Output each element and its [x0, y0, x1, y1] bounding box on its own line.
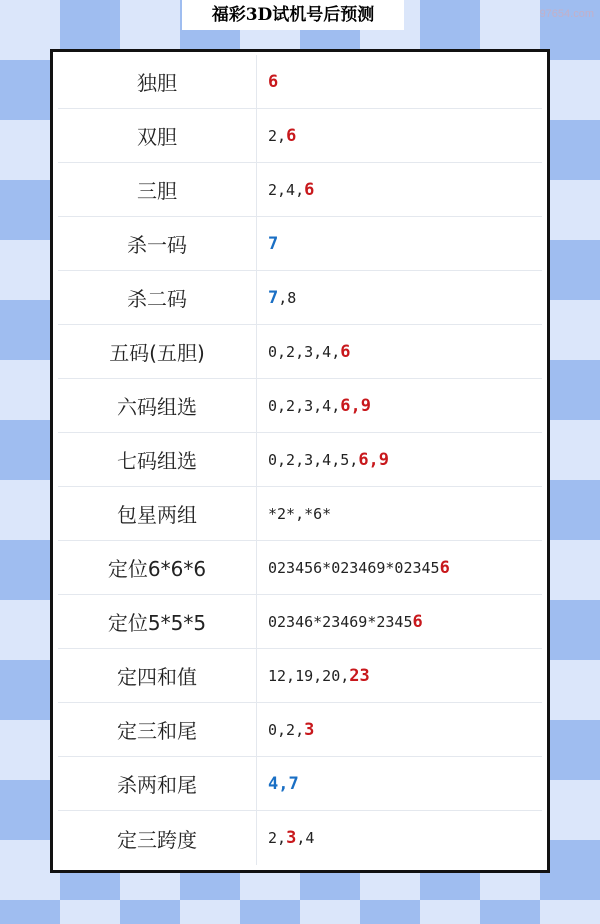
value-text: ,4: [296, 829, 315, 847]
value-text: 02346*23469*2345: [268, 612, 413, 631]
highlighted-number: 4,7: [268, 773, 299, 794]
row-label: 独胆: [58, 55, 257, 108]
value-text: 2,4,: [268, 180, 305, 199]
row-value: [257, 109, 542, 162]
table-row: [58, 271, 542, 325]
table-row: [58, 649, 542, 703]
row-label: 杀两和尾: [58, 757, 257, 810]
table-row: [58, 541, 542, 595]
row-value: [257, 595, 542, 648]
row-value: [257, 325, 542, 378]
value-text: 0,2,3,4,5,: [268, 450, 359, 469]
row-label: 定四和值: [58, 649, 257, 702]
highlighted-number: 6: [340, 341, 351, 362]
value-text: 2,: [268, 126, 287, 145]
value-text: *2*,*6*: [268, 504, 332, 523]
highlighted-number: 6: [286, 125, 297, 146]
table-row: [58, 379, 542, 433]
table-row: [58, 433, 542, 487]
row-value: [257, 433, 542, 486]
row-value: [257, 757, 542, 810]
value-text: 0,2,3,4,: [268, 342, 341, 361]
highlighted-number: 6,9: [358, 449, 390, 470]
page-title: 福彩3D试机号后预测: [182, 0, 404, 30]
row-value: [257, 271, 542, 324]
table-row: [58, 163, 542, 217]
row-value: [257, 811, 542, 865]
row-label: 定位6*6*6: [58, 541, 257, 594]
value-text: 0,2,3,4,: [268, 396, 341, 415]
row-value: [257, 487, 542, 540]
value-text: 12,19,20,: [268, 666, 350, 685]
value-text: ,8: [278, 288, 297, 307]
row-label: 三胆: [58, 163, 257, 216]
table-row: [58, 325, 542, 379]
row-label: 杀二码: [58, 271, 257, 324]
row-value: [257, 163, 542, 216]
row-value: [257, 649, 542, 702]
highlighted-number: 6: [304, 179, 315, 200]
row-label: 包星两组: [58, 487, 257, 540]
row-label: 定位5*5*5: [58, 595, 257, 648]
row-value: [257, 541, 542, 594]
table-row: [58, 811, 542, 865]
highlighted-number: 7: [268, 233, 279, 254]
value-text: 2,: [268, 829, 287, 847]
value-text: 0,2,: [268, 720, 305, 739]
table-row: [58, 55, 542, 109]
highlighted-number: 3: [286, 828, 297, 848]
table-row: [58, 109, 542, 163]
row-label: 杀一码: [58, 217, 257, 270]
highlighted-number: 23: [349, 665, 370, 686]
row-label: 七码组选: [58, 433, 257, 486]
table-row: [58, 487, 542, 541]
highlighted-number: 6: [439, 557, 450, 578]
table-row: [58, 757, 542, 811]
row-label: 定三跨度: [58, 811, 257, 865]
table-row: [58, 217, 542, 271]
highlighted-number: 6,9: [340, 395, 371, 416]
table-row: [58, 703, 542, 757]
row-label: 六码组选: [58, 379, 257, 432]
highlighted-number: 7: [268, 287, 279, 308]
table-row: [58, 595, 542, 649]
value-text: 023456*023469*02345: [268, 558, 440, 577]
row-label: 定三和尾: [58, 703, 257, 756]
highlighted-number: 6: [412, 611, 423, 632]
row-value: [257, 217, 542, 270]
watermark: 97654.com: [539, 8, 594, 20]
highlighted-number: 6: [268, 71, 279, 92]
highlighted-number: 3: [304, 719, 315, 740]
row-value: [257, 703, 542, 756]
row-value: [257, 379, 542, 432]
prediction-table: [50, 49, 550, 873]
row-label: 五码(五胆): [58, 325, 257, 378]
row-value: [257, 55, 542, 108]
row-label: 双胆: [58, 109, 257, 162]
